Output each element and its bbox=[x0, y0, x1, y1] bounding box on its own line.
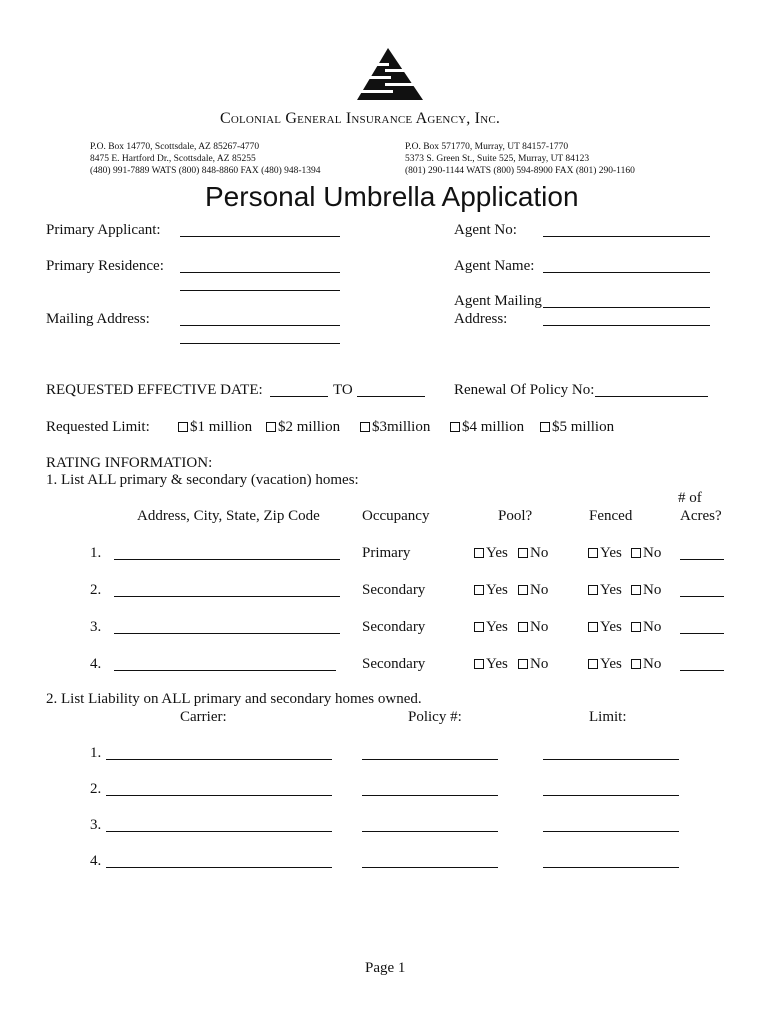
col-acres-line-2: Acres? bbox=[680, 508, 722, 524]
limit-field[interactable] bbox=[543, 759, 679, 760]
home-address-field[interactable] bbox=[114, 633, 340, 634]
fenced-no-option[interactable] bbox=[631, 656, 661, 673]
fenced-no-option[interactable] bbox=[631, 582, 661, 599]
checkbox[interactable] bbox=[631, 622, 641, 632]
primary-residence-field-2[interactable] bbox=[180, 290, 340, 291]
agent-address-field[interactable] bbox=[543, 325, 710, 326]
col-pool: Pool? bbox=[498, 508, 533, 524]
checkbox[interactable] bbox=[266, 422, 276, 432]
agent-mailing-field[interactable] bbox=[543, 307, 710, 308]
acres-field[interactable] bbox=[680, 559, 724, 560]
company-logo bbox=[355, 46, 425, 102]
yes-label: Yes bbox=[486, 656, 508, 672]
checkbox[interactable] bbox=[631, 659, 641, 669]
yes-label: Yes bbox=[600, 656, 622, 672]
address-right-line: 5373 S. Green St., Suite 525, Murray, UT 84123 bbox=[405, 154, 590, 164]
pool-yes-option[interactable] bbox=[474, 545, 508, 562]
pool-no-option[interactable] bbox=[518, 619, 548, 636]
fenced-no-option[interactable] bbox=[631, 545, 661, 562]
limit-option-label: $3million bbox=[372, 419, 431, 435]
limit-option-label: $5 million bbox=[552, 419, 615, 435]
address-right bbox=[405, 141, 635, 177]
col-fenced: Fenced bbox=[589, 508, 633, 524]
home-occupancy: Secondary bbox=[362, 582, 426, 598]
pool-yes-option[interactable] bbox=[474, 619, 508, 636]
checkbox[interactable] bbox=[631, 585, 641, 595]
checkbox[interactable] bbox=[518, 585, 528, 595]
pool-no-option[interactable] bbox=[518, 545, 548, 562]
no-label: No bbox=[643, 656, 662, 672]
primary-applicant-label: Primary Applicant: bbox=[46, 222, 161, 238]
carrier-field[interactable] bbox=[106, 795, 332, 796]
col-occupancy: Occupancy bbox=[362, 508, 430, 524]
yes-label: Yes bbox=[600, 545, 622, 561]
no-label: No bbox=[643, 582, 662, 598]
fenced-yes-option[interactable] bbox=[588, 656, 622, 673]
no-label: No bbox=[643, 545, 662, 561]
home-address-field[interactable] bbox=[114, 559, 340, 560]
pool-yes-option[interactable] bbox=[474, 656, 508, 673]
carrier-field[interactable] bbox=[106, 867, 332, 868]
carrier-field[interactable] bbox=[106, 831, 332, 832]
effective-date-to-field[interactable] bbox=[357, 396, 425, 397]
fenced-yes-option[interactable] bbox=[588, 619, 622, 636]
no-label: No bbox=[530, 619, 549, 635]
checkbox[interactable] bbox=[450, 422, 460, 432]
checkbox[interactable] bbox=[474, 659, 484, 669]
renewal-label: Renewal Of Policy No: bbox=[454, 382, 595, 398]
home-address-field[interactable] bbox=[114, 596, 340, 597]
company-name: Colonial General Insurance Agency, Inc. bbox=[220, 110, 501, 127]
pool-no-option[interactable] bbox=[518, 656, 548, 673]
home-occupancy: Secondary bbox=[362, 656, 426, 672]
fenced-no-option[interactable] bbox=[631, 619, 661, 636]
limit-field[interactable] bbox=[543, 795, 679, 796]
liability-row-number: 3. bbox=[90, 817, 102, 833]
fenced-yes-option[interactable] bbox=[588, 545, 622, 562]
no-label: No bbox=[530, 545, 549, 561]
requested-limit-label: Requested Limit: bbox=[46, 419, 150, 435]
address-left-line: 8475 E. Hartford Dr., Scottsdale, AZ 85255 bbox=[90, 154, 256, 164]
yes-label: Yes bbox=[486, 582, 508, 598]
policy-number-field[interactable] bbox=[362, 831, 498, 832]
home-occupancy: Secondary bbox=[362, 619, 426, 635]
checkbox[interactable] bbox=[518, 548, 528, 558]
agent-no-label: Agent No: bbox=[454, 222, 517, 238]
mailing-address-field[interactable] bbox=[180, 325, 340, 326]
fenced-yes-option[interactable] bbox=[588, 582, 622, 599]
yes-label: Yes bbox=[600, 582, 622, 598]
checkbox[interactable] bbox=[540, 422, 550, 432]
checkbox[interactable] bbox=[588, 585, 598, 595]
agent-no-field[interactable] bbox=[543, 236, 710, 237]
col-carrier: Carrier: bbox=[180, 709, 227, 725]
liability-row-number: 4. bbox=[90, 853, 102, 869]
primary-residence-field[interactable] bbox=[180, 272, 340, 273]
checkbox[interactable] bbox=[474, 548, 484, 558]
acres-field[interactable] bbox=[680, 670, 724, 671]
effective-date-from-field[interactable] bbox=[270, 396, 328, 397]
home-row-number: 2. bbox=[90, 582, 102, 598]
checkbox[interactable] bbox=[474, 622, 484, 632]
rating-item-1: 1. List ALL primary & secondary (vacation) homes: bbox=[46, 472, 359, 488]
limit-option-5[interactable] bbox=[540, 419, 614, 436]
no-label: No bbox=[643, 619, 662, 635]
checkbox[interactable] bbox=[588, 622, 598, 632]
limit-option-4[interactable] bbox=[450, 419, 524, 436]
yes-label: Yes bbox=[486, 619, 508, 635]
policy-number-field[interactable] bbox=[362, 867, 498, 868]
checkbox[interactable] bbox=[518, 622, 528, 632]
rating-item-2: 2. List Liability on ALL primary and secondary homes owned. bbox=[46, 691, 422, 707]
agent-name-label: Agent Name: bbox=[454, 258, 535, 274]
pool-no-option[interactable] bbox=[518, 582, 548, 599]
limit-option-label: $1 million bbox=[190, 419, 253, 435]
limit-option-label: $4 million bbox=[462, 419, 525, 435]
col-address: Address, City, State, Zip Code bbox=[137, 508, 320, 524]
checkbox[interactable] bbox=[588, 548, 598, 558]
agent-address-label: Address: bbox=[454, 311, 508, 327]
form-title: Personal Umbrella Application bbox=[205, 181, 579, 212]
pool-yes-option[interactable] bbox=[474, 582, 508, 599]
home-row-number: 3. bbox=[90, 619, 102, 635]
limit-option-2[interactable] bbox=[266, 419, 340, 436]
limit-field[interactable] bbox=[543, 831, 679, 832]
yes-label: Yes bbox=[486, 545, 508, 561]
limit-option-1[interactable] bbox=[178, 419, 252, 436]
col-acres-line-1: # of bbox=[678, 490, 702, 506]
no-label: No bbox=[530, 582, 549, 598]
address-right-line: P.O. Box 571770, Murray, UT 84157-1770 bbox=[405, 142, 569, 152]
address-left bbox=[90, 141, 321, 177]
policy-number-field[interactable] bbox=[362, 759, 498, 760]
primary-residence-label: Primary Residence: bbox=[46, 258, 164, 274]
limit-field[interactable] bbox=[543, 867, 679, 868]
policy-number-field[interactable] bbox=[362, 795, 498, 796]
mailing-address-label: Mailing Address: bbox=[46, 311, 150, 327]
limit-option-label: $2 million bbox=[278, 419, 341, 435]
home-row-number: 4. bbox=[90, 656, 102, 672]
to-label: TO bbox=[333, 382, 353, 398]
primary-applicant-field[interactable] bbox=[180, 236, 340, 237]
liability-row-number: 1. bbox=[90, 745, 102, 761]
page-number: Page 1 bbox=[365, 960, 406, 976]
agent-mailing-label: Agent Mailing bbox=[454, 293, 542, 309]
yes-label: Yes bbox=[600, 619, 622, 635]
rating-heading: RATING INFORMATION: bbox=[46, 455, 213, 471]
col-policy: Policy #: bbox=[408, 709, 462, 725]
requested-effective-date-label: REQUESTED EFFECTIVE DATE: bbox=[46, 382, 263, 398]
address-left-line: P.O. Box 14770, Scottsdale, AZ 85267-4770 bbox=[90, 142, 260, 152]
checkbox[interactable] bbox=[178, 422, 188, 432]
checkbox[interactable] bbox=[631, 548, 641, 558]
no-label: No bbox=[530, 656, 549, 672]
carrier-field[interactable] bbox=[106, 759, 332, 760]
limit-option-3[interactable] bbox=[360, 419, 430, 436]
col-limit: Limit: bbox=[589, 709, 627, 725]
address-left-line: (480) 991-7889 WATS (800) 848-8860 FAX (480) 948-1394 bbox=[90, 166, 321, 176]
home-row-number: 1. bbox=[90, 545, 102, 561]
liability-row-number: 2. bbox=[90, 781, 102, 797]
checkbox[interactable] bbox=[518, 659, 528, 669]
acres-field[interactable] bbox=[680, 633, 724, 634]
mailing-address-field-2[interactable] bbox=[180, 343, 340, 344]
acres-field[interactable] bbox=[680, 596, 724, 597]
agent-name-field[interactable] bbox=[543, 272, 710, 273]
checkbox[interactable] bbox=[588, 659, 598, 669]
checkbox[interactable] bbox=[474, 585, 484, 595]
checkbox[interactable] bbox=[360, 422, 370, 432]
address-right-line: (801) 290-1144 WATS (800) 594-8900 FAX (801) 290-1160 bbox=[405, 166, 635, 176]
home-address-field[interactable] bbox=[114, 670, 336, 671]
renewal-policy-field[interactable] bbox=[595, 396, 708, 397]
home-occupancy: Primary bbox=[362, 545, 411, 561]
